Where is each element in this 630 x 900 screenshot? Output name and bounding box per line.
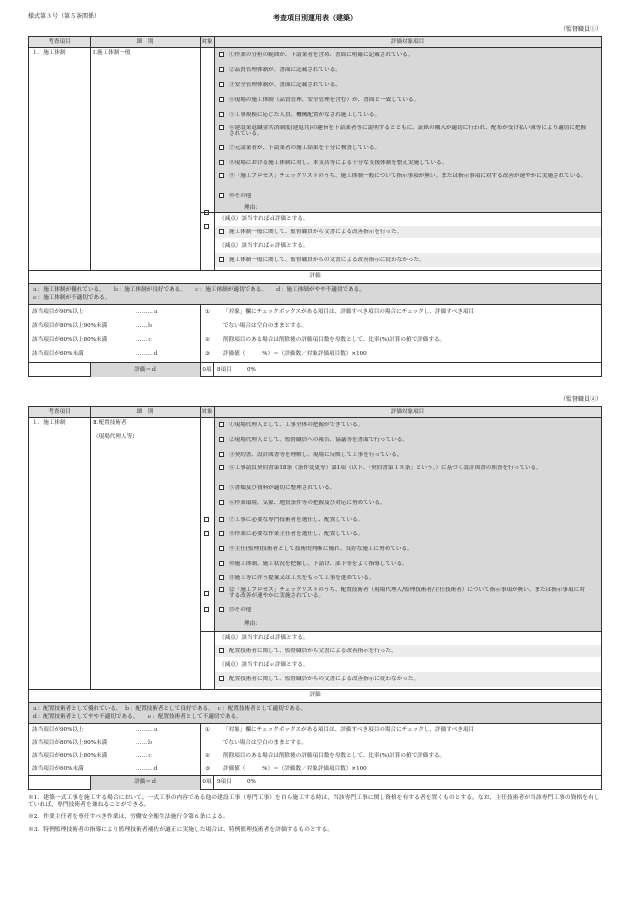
item-checkbox[interactable] — [219, 607, 224, 612]
item-checkbox[interactable] — [219, 67, 224, 72]
grade-row: 該当項目が60%以上80%未満 ……ｃ — [32, 753, 153, 759]
deduct-checkbox[interactable] — [219, 229, 224, 234]
note-row: ② 削除項目のある場合は削除後の評価項目数を母数として、比率(%)計算の値で評価する。 — [205, 337, 446, 343]
col-header-target: 対象 — [201, 409, 213, 415]
grade-row: 該当項目が60%以上80%未満 ……ｃ — [32, 337, 153, 343]
reason-label: 理由： — [244, 621, 261, 627]
official-label-2: （監督職員②） — [559, 396, 602, 403]
item-checkbox[interactable] — [219, 173, 224, 178]
grade-row: 該当項目が80%以上90%未満 ……ｂ — [32, 323, 153, 329]
eval-item: ⑩その他 — [219, 193, 601, 199]
item-checkbox[interactable] — [219, 422, 224, 427]
grade-row: 該当項目が60%未満 ………ｄ — [32, 766, 159, 772]
deduct-checkbox[interactable] — [219, 648, 224, 653]
item-checkbox[interactable] — [219, 160, 224, 165]
eval-item: ④工事請負契約書第18条（条件変更等）第1項（以下、「契約書第１８条」という。）に基づく設計図書の照査を行っている。 — [219, 465, 601, 471]
target-checkbox[interactable] — [204, 591, 209, 596]
deduct-item: 施工体制一般に関して、監督職員からの文書による改善指示に従わなかった。 — [219, 257, 601, 263]
detail-name: Ⅱ.配置技術者 — [93, 420, 127, 426]
target-checkbox[interactable] — [204, 607, 209, 612]
footnote: ※2．作業主任者を専任すべき作業は、労働安全衛生法施行令第６条による。 — [28, 814, 229, 821]
page-header — [28, 14, 602, 26]
item-checkbox[interactable] — [219, 546, 224, 551]
reason-label: 理由： — [244, 205, 261, 211]
result-percent: 0% — [247, 779, 256, 785]
result-percent: 0% — [247, 367, 256, 373]
col-header-item: 考査項目 — [48, 409, 71, 415]
result-label: 評価＝ｄ — [90, 776, 200, 790]
eval-title: 評価 — [309, 273, 321, 279]
eval-legend: ｅ：施工体制が不適切である。 — [32, 295, 111, 301]
col-header-detail: 細 別 — [136, 409, 154, 415]
col-header-eval: 評価対象項目 — [390, 409, 425, 415]
eval-item: ⑦元請業者が、下請業者の施工結果を十分に検査している。 — [219, 145, 601, 151]
eval-item: ⑩施工体制、施工状況を把握し、下請け、部下等をよく指導している。 — [219, 561, 601, 567]
item-checkbox[interactable] — [219, 531, 224, 536]
eval-item: ⑤書類及び資料が適切に整理されている。 — [219, 485, 601, 491]
deduct-checkbox[interactable] — [219, 257, 224, 262]
item-name: １．施工体制 — [32, 420, 66, 426]
note-row: ③ 評価値（ %）＝（評価数／対象評価項目数）×100 — [205, 351, 367, 357]
footnote: ※3．特例監理技術者の指導により監理技術者補佐が適正に実施した場合は、特例監理技術者を評価するものとする。 — [28, 826, 334, 833]
detail-subname: （現場代理人等） — [93, 434, 138, 440]
eval-legend: ａ：施工体制が優れている。 ｂ：施工体制が良好である。 ｃ：施工体制が適切である。 ｄ：施工体制がやや不適切である。 — [32, 287, 365, 293]
evaluation-table-2 — [28, 406, 602, 790]
eval-item: ③契約書、設計図書等を理解し、現場に反映して工事を行っている。 — [219, 452, 601, 458]
item-checkbox[interactable] — [219, 52, 224, 57]
target-checkbox[interactable] — [204, 224, 209, 229]
eval-item: ⑦工事に必要な専門技術者を選任し、配置している。 — [219, 517, 601, 523]
item-checkbox[interactable] — [219, 500, 224, 505]
footnotes — [28, 795, 602, 840]
eval-legend: ｄ：配置技術者としてやや不適切である。 ｅ：配置技術者として不適切である。 — [32, 714, 242, 720]
grade-row: 該当項目が60%未満 ………ｄ — [32, 351, 159, 357]
item-checkbox[interactable] — [219, 193, 224, 198]
note-row: でない場合は空白のままとする。 — [223, 740, 307, 746]
eval-item: ②品質管理体制が、書面に記載されている。 — [219, 67, 601, 73]
eval-item: ⑥作業環境、気象、地質条件等の把握及び対応に努めている。 — [219, 500, 601, 506]
item-checkbox[interactable] — [219, 125, 224, 130]
grade-row: 該当項目が90%以上 ………ａ — [32, 309, 159, 315]
item-checkbox[interactable] — [219, 485, 224, 490]
result-items: 9項目 — [217, 779, 232, 785]
item-checkbox[interactable] — [219, 517, 224, 522]
item-checkbox[interactable] — [219, 82, 224, 87]
eval-item: ⑨主任(監理)技術者として技術的判断に優れ、良好な施工に努めている。 — [219, 546, 601, 552]
deduct-item: 配置技術者に関して、監督職員から文書による改善指示を行った。 — [219, 648, 601, 654]
note-row: でない場合は空白のままとする。 — [223, 323, 307, 329]
result-label: 評価＝ｄ — [90, 363, 200, 377]
item-checkbox[interactable] — [219, 587, 224, 592]
item-checkbox[interactable] — [219, 575, 224, 580]
evaluation-table-1 — [28, 36, 602, 377]
deduct-title-e: （減点）該当すればｅ評価とする。 — [219, 243, 309, 249]
col-header-target: 対象 — [201, 39, 213, 45]
grade-row: 該当項目が80%以上90%未満 ……ｂ — [32, 740, 153, 746]
col-header-eval: 評価対象項目 — [390, 39, 425, 45]
eval-item: ①現場代理人として、工事全体の把握ができている。 — [219, 422, 601, 428]
item-checkbox[interactable] — [219, 145, 224, 150]
grade-row: 該当項目が90%以上 ………ａ — [32, 727, 159, 733]
eval-item: ⑤工事規模に応じた人員、機械配置がなされ施工している。 — [219, 112, 601, 118]
note-row: ① 「対象」欄にチェックボックスがある項目は、評価すべき項目の場合にチェックし、評価すべき項目 — [205, 727, 475, 733]
note-row: ① 「対象」欄にチェックボックスがある項目は、評価すべき項目の場合にチェックし、評価すべき項目 — [205, 309, 475, 315]
eval-item: ③安全管理体制が、書面に記載されている。 — [219, 82, 601, 88]
note-row: ③ 評価値（ %）＝（評価数／対象評価項目数）×100 — [205, 766, 367, 772]
deduct-title-e: （減点）該当すればｅ評価とする。 — [219, 662, 309, 668]
form-number: 様式第３号（第５条関係） — [28, 13, 101, 20]
deduct-item: 施工体制一般に関して、監督職員から文書による改善指示を行った。 — [219, 229, 601, 235]
eval-item: ⑨「施工プロセス」チェックリストのうち、施工体制一般について指示事項が無い。または指示事項に対する改善が速やかに実施されている。 — [219, 173, 601, 179]
col-header-detail: 細 別 — [136, 39, 154, 45]
eval-legend: ａ：配置技術者として優れている。 ｂ：配置技術者として良好である。 ｃ：配置技術者として適切である。 — [32, 706, 307, 712]
result-count: 0項 — [200, 776, 214, 790]
item-checkbox[interactable] — [219, 465, 224, 470]
deduct-title-d: （減点）該当すればｄ評価とする。 — [219, 216, 309, 222]
deduct-item: 配置技術者に関して、監督職員からの文書による改善指示に従わなかった。 — [219, 676, 601, 682]
eval-item: ④現場の施工体制（品質管理、安全管理を含む）が、書面と一致している。 — [219, 97, 601, 103]
result-count: 0項 — [200, 363, 214, 377]
note-row: ② 削除項目のある場合は削除後の評価項目数を母数として、比率(%)計算の値で評価する。 — [205, 753, 446, 759]
official-label-1: （監督職員①） — [559, 26, 602, 33]
item-checkbox[interactable] — [219, 97, 224, 102]
eval-title: 評価 — [309, 692, 321, 698]
target-checkbox[interactable] — [204, 531, 209, 536]
eval-item: ⑫「施工プロセス」チェックリストのうち、配置技術者（現場代理人/監理技術者/主任技術者）について指示事項が無い。または指示事項に対する改善が速やかに実施されている。 — [219, 587, 601, 600]
footnote: ※1．建築一式工事を施工する場合において、一式工事の内容である他の建設工事（専門工事）を自ら施工する時は、当該専門工事に関し資格を有する者を置くものとする。なお、主任技術者が当該専門工事の資格を有していれば、専門技術者を兼ねることができる。 — [28, 795, 600, 808]
page-title: 考査項目別運用表（建築） — [273, 13, 357, 22]
item-checkbox[interactable] — [219, 561, 224, 566]
col-header-item: 考査項目 — [48, 39, 71, 45]
item-checkbox[interactable] — [219, 437, 224, 442]
detail-name: Ⅰ.施工体制一般 — [93, 50, 131, 56]
eval-item: ⑧現場における施工体制に対し、本支店等による十分な支援体制を整え実施している。 — [219, 160, 601, 166]
eval-item: ②現場代理人として、監督職員への報告、協議等を書面で行っている。 — [219, 437, 601, 443]
eval-item: ⑧作業に必要な作業主任者を選任し、配置している。 — [219, 531, 601, 537]
eval-item: ⑪施工等に伴う提案又は工夫をもって工事を進めている。 — [219, 575, 601, 581]
result-items: 8項目 — [217, 367, 232, 373]
item-checkbox[interactable] — [219, 452, 224, 457]
item-name: １．施工体制 — [32, 50, 66, 56]
eval-item: ⑬その他 — [219, 607, 601, 613]
item-checkbox[interactable] — [219, 112, 224, 117]
deduct-checkbox[interactable] — [219, 676, 224, 681]
deduct-title-d: （減点）該当すればｄ評価とする。 — [219, 635, 309, 641]
eval-item: ⑥建設業退職金共済制度(建退共)の趣旨を下請業者等に説明するとともに、証紙の購入が適切に行われ、配布が受け払い簿等により適切に把握されている。 — [219, 125, 601, 138]
eval-item: ①作業の分担の範囲が、下請業者を含め、書面に明確に記載されている。 — [219, 52, 601, 58]
target-checkbox[interactable] — [204, 517, 209, 522]
